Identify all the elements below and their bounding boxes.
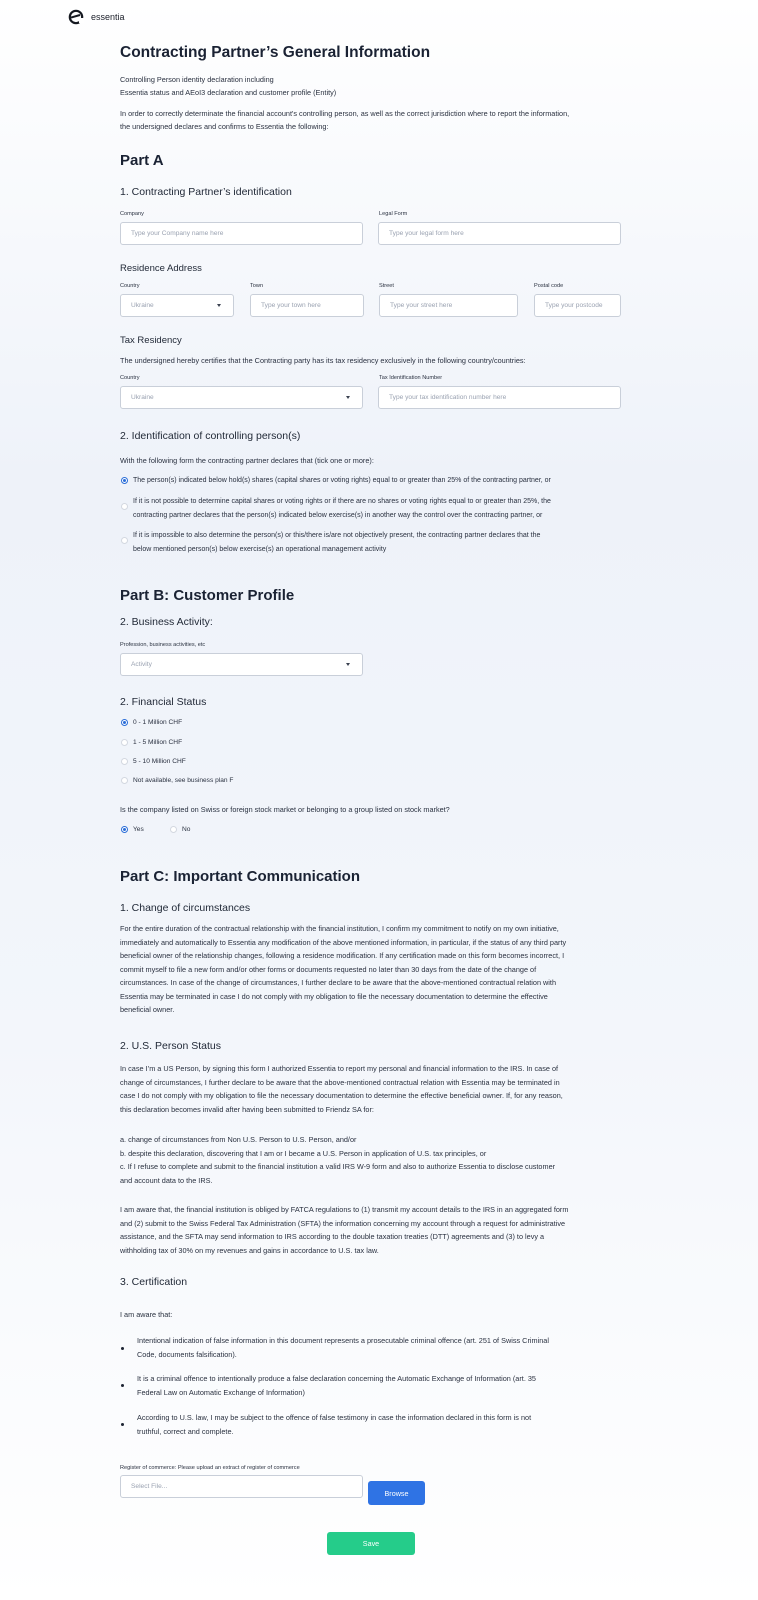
radio-selected-icon[interactable] <box>121 719 128 726</box>
part-b-heading: Part B: Customer Profile <box>120 587 295 604</box>
intro-para-1: In order to correctly determinate the financial account's controlling person, as well as the correct jurisdiction where to report the information, <box>120 109 570 118</box>
controlling-option-1[interactable] <box>121 474 551 488</box>
postal-code-label: Postal code <box>534 283 564 289</box>
radio-icon[interactable] <box>170 826 177 833</box>
business-activity-label: Profession, business activities, etc <box>120 642 206 648</box>
radio-icon[interactable] <box>121 758 128 765</box>
financial-option-not-available[interactable] <box>121 774 233 788</box>
intro-para-2: the undersigned declares and confirms to Essentia the following: <box>120 122 329 131</box>
certification-bullet-2: It is a criminal offence to intentionally produce a false declaration concerning the Automatic Exchange of Information (art. 35 Federal Law on Automatic Exchange of Information) <box>137 1374 536 1397</box>
legal-form-label: Legal Form <box>379 211 408 217</box>
listed-yes[interactable] <box>121 823 144 837</box>
radio-icon[interactable] <box>121 777 128 784</box>
bullet-icon <box>121 1384 124 1387</box>
brand-name: essentia <box>91 12 125 22</box>
chevron-down-icon <box>217 304 221 307</box>
business-activity-select[interactable] <box>120 653 363 676</box>
listed-no-label: No <box>182 826 191 833</box>
certification-bullet-1: Intentional indication of false information in this document represents a prosecutable criminal offence (art. 251 of Swiss Criminal Code, documents falsification). <box>137 1336 549 1359</box>
residence-country-value: Ukraine <box>131 302 154 309</box>
stock-market-question: Is the company listed on Swiss or foreign stock market or belonging to a group listed on stock market? <box>120 805 450 814</box>
financial-option-label: 5 - 10 Million CHF <box>133 758 186 765</box>
company-label: Company <box>120 211 144 217</box>
part-c-heading: Part C: Important Communication <box>120 868 361 885</box>
controlling-intro: With the following form the contracting partner declares that (tick one or more): <box>120 456 374 465</box>
option-2-line-1: If it is not possible to determine capital shares or voting rights or if there are no shares or voting rights equal to or greater than 25%, the <box>133 498 551 505</box>
street-label: Street <box>379 283 394 289</box>
radio-icon[interactable] <box>121 537 128 544</box>
option-3-line-1: If it is impossible to also determine the person(s) or this/there is/are not objectively present, the contracting partner declares that the <box>133 532 541 539</box>
intro-line-2: Essentia status and AEoI3 declaration and customer profile (Entity) <box>120 88 337 97</box>
legal-form-input[interactable]: Type your legal form here <box>378 222 621 245</box>
financial-option-5-10m[interactable] <box>121 755 186 769</box>
tax-country-label: Country <box>120 375 140 381</box>
radio-icon[interactable] <box>121 503 128 510</box>
radio-selected-icon[interactable] <box>121 477 128 484</box>
residence-address-heading: Residence Address <box>120 263 202 274</box>
controlling-option-3[interactable] <box>121 529 540 556</box>
save-button[interactable]: Save <box>327 1532 415 1555</box>
financial-option-label: 0 - 1 Million CHF <box>133 719 183 726</box>
certification-heading: 3. Certification <box>120 1276 188 1288</box>
us-person-text-2: a. change of circumstances from Non U.S. Person to U.S. Person, and/or b. despite this declaration, discovering that I am or I became a U.S. Person in application of U.S. tax principles, or c. If I refuse to complete and submit to the financial institution a valid IRS W-9 form and also to authorize Essentia to disclose customer and account data to the IRS. <box>120 1135 556 1185</box>
file-select-input[interactable]: Select File... <box>120 1475 363 1498</box>
business-activity-heading: 2. Business Activity: <box>120 616 213 628</box>
option-3-line-2: below mentioned person(s) below exercise(s) an operational management activity <box>133 545 387 553</box>
tax-residency-text: The undersigned hereby certifies that the Contracting party has its tax residency exclusively in the following country/countries: <box>120 356 526 365</box>
tax-residency-heading: Tax Residency <box>120 335 182 346</box>
bullet-icon <box>121 1347 124 1350</box>
tax-country-value: Ukraine <box>131 394 154 401</box>
town-label: Town <box>250 283 264 289</box>
company-input[interactable]: Type your Company name here <box>120 222 363 245</box>
tin-label: Tax Identification Number <box>379 375 443 381</box>
change-circumstances-heading: 1. Change of circumstances <box>120 902 251 914</box>
financial-option-1-5m[interactable] <box>121 736 182 750</box>
street-input[interactable]: Type your street here <box>379 294 518 317</box>
us-person-text-3: I am aware that, the financial institution is obliged by FATCA regulations to (1) transmit my account details to the IRS in an aggregated form and (2) submit to the Swiss Federal Tax Administration (SFTA) the information concerning my account through a request for administrative assistance, and the SFTA may send information to IRS according to the double taxation treaties (DTT) agreements and (3) to levy a withholding tax of 30% on my revenues and gains in accordance to U.S. tax law. <box>120 1205 569 1255</box>
browse-button[interactable]: Browse <box>368 1481 425 1505</box>
postal-code-input[interactable]: Type your postcode <box>534 294 621 317</box>
intro-line-1: Controlling Person identity declaration including <box>120 75 274 84</box>
section-controlling-heading: 2. Identification of controlling person(s) <box>120 430 301 442</box>
tin-input[interactable]: Type your tax identification number here <box>378 386 621 409</box>
residence-country-label: Country <box>120 283 140 289</box>
chevron-down-icon <box>346 663 350 666</box>
financial-status-heading: 2. Financial Status <box>120 696 207 708</box>
bullet-icon <box>121 1423 124 1426</box>
financial-option-0-1m[interactable] <box>121 716 182 730</box>
listed-yes-label: Yes <box>133 826 144 833</box>
essentia-logo-icon[interactable] <box>68 9 84 25</box>
residence-country-select[interactable] <box>120 294 234 317</box>
listed-no[interactable] <box>170 823 190 837</box>
financial-option-label: 1 - 5 Million CHF <box>133 739 183 746</box>
controlling-option-2[interactable] <box>121 495 551 522</box>
option-2-line-2: contracting partner declares that the person(s) indicated below exercise(s) in another way the control over the contracting partner, or <box>133 511 543 519</box>
tax-country-select[interactable] <box>120 386 363 409</box>
certification-bullet-3: According to U.S. law, I may be subject to the offence of false testimony in case the information declared in this form is not truthful, correct and complete. <box>137 1413 532 1436</box>
top-bar <box>68 8 125 26</box>
upload-label: Register of commerce: Please upload an extract of register of commerce <box>120 1465 300 1471</box>
part-a-heading: Part A <box>120 152 164 169</box>
option-1-text: The person(s) indicated below hold(s) shares (capital shares or voting rights) equal to or greater than 25% of the contracting partner, or <box>133 477 551 484</box>
financial-option-label: Not available, see business plan F <box>133 777 234 784</box>
section-identification-heading: 1. Contracting Partner’s identification <box>120 186 292 198</box>
us-person-text-1: In case I’m a US Person, by signing this form I authorized Essentia to report my personal and financial information to the IRS. In case of change of circumstances, I further declare to be aware that the above-mentioned contractual relation with Essentia may be terminated in case I do not comply with my obligation to file the necessary documentation to determine the effective beneficial owner. If, for any reason, this declaration becomes invalid after having been submitted to Friendz SA for: <box>120 1064 563 1114</box>
page-title: Contracting Partner’s General Information <box>120 44 431 61</box>
radio-icon[interactable] <box>121 739 128 746</box>
town-input[interactable]: Type your town here <box>250 294 364 317</box>
certification-intro: I am aware that: <box>120 1310 173 1319</box>
change-circumstances-text: For the entire duration of the contractual relationship with the financial institution, I confirm my commitment to notify on my own initiative, immediately and automatically to Essentia any modification of the above mentioned information, in particular, if the status of any third party beneficial owner of the relationship changes, following a residence modification. If any certification made on this form becomes incorrect, I commit myself to file a new form and/or other forms or documents requested no later than 30 days from the date of the change of circumstances. In case of the change of circumstances, I further declare to be aware that the above-mentioned contractual relation with Essentia may be terminated in case I do not comply with my obligation to file the necessary documentation to determine the effective beneficial owner. <box>120 924 567 1014</box>
radio-selected-icon[interactable] <box>121 826 128 833</box>
us-person-heading: 2. U.S. Person Status <box>120 1040 221 1052</box>
chevron-down-icon <box>346 396 350 399</box>
business-activity-value: Activity <box>131 661 152 668</box>
